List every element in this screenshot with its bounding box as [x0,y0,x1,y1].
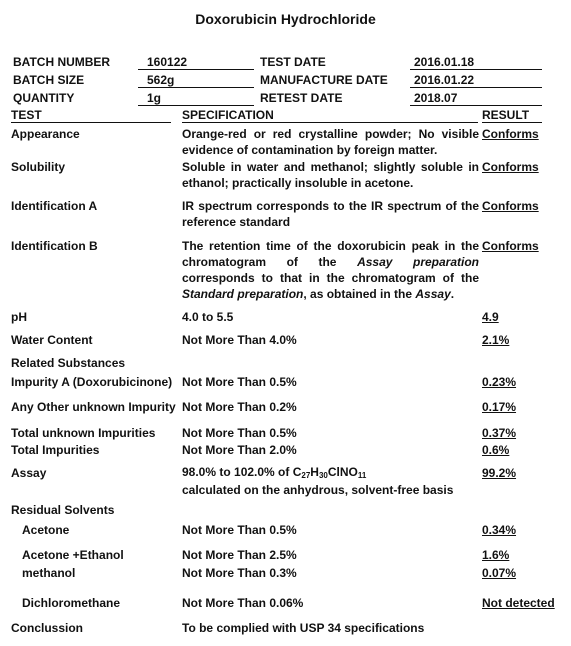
spec-acetone: Not More Than 0.5% [182,523,297,537]
result-solubility: Conforms [482,160,539,174]
spec-idb-text-3: corresponds to that in the chromatogram of the [182,271,479,285]
test-acetone: Acetone [22,523,70,537]
result-identification-b: Conforms [482,239,539,253]
result-total-impurities: 0.6% [482,443,510,457]
test-methanol: methanol [22,566,76,580]
spec-idb-standard-preparation: Standard preparation [182,287,304,301]
column-header-specification: SPECIFICATION [182,108,478,123]
result-acetone-ethanol: 1.6% [482,548,510,562]
test-impurity-a: Impurity A (Doxorubicinone) [11,375,173,389]
spec-total-impurities: Not More Than 2.0% [182,443,297,457]
test-acetone-ethanol: Acetone +Ethanol [22,548,124,562]
result-dichloromethane: Not detected [482,596,555,610]
test-other-unknown-impurity: Any Other unknown Impurity [11,400,176,414]
formula-o-subscript: 11 [357,471,367,480]
spec-assay-basis: calculated on the anhydrous, solvent-free basis [182,483,454,497]
spec-idb-text-5: , as obtained in the [303,287,413,301]
result-other-unknown-impurity: 0.17% [482,400,517,414]
retest-date-underline [410,105,542,106]
spec-idb-assay-preparation: Assay preparation [357,255,479,269]
document-title: Doxorubicin Hydrochloride [195,11,376,27]
test-date-label: TEST DATE [260,55,326,69]
result-acetone: 0.34% [482,523,517,537]
test-assay: Assay [11,466,47,480]
test-identification-b: Identification B [11,239,98,253]
quantity-value: 1g [147,91,162,105]
batch-size-underline [138,87,254,88]
batch-size-label: BATCH SIZE [13,73,85,87]
test-water-content: Water Content [11,333,93,347]
spec-identification-a: IR spectrum corresponds to the IR spectrum of the reference standard [182,199,479,229]
spec-idb-assay: Assay [415,287,451,301]
spec-idb-text-1: The retention time of the doxorubicin peak in the chromatogram of the [182,239,479,269]
formula-c-subscript: 27 [301,471,311,480]
spec-assay-formula [182,465,366,481]
spec-solubility: Soluble in water and methanol; slightly soluble in ethanol; practically insoluble in acetone. [182,160,479,190]
spec-identification-b [182,238,479,302]
residual-solvents-heading: Residual Solvents [11,503,115,517]
formula-h-subscript: 30 [318,471,328,480]
test-ph: pH [11,310,27,324]
spec-idb-text-7: . [450,287,455,301]
spec-ph: 4.0 to 5.5 [182,310,234,324]
manufacture-date-underline [410,87,542,88]
test-solubility: Solubility [11,160,65,174]
batch-size-value: 562g [147,73,175,87]
spec-appearance: Orange-red or red crystalline powder; No visible evidence of contamination by foreign matter. [182,127,479,157]
test-identification-a: Identification A [11,199,98,213]
test-total-unknown-impurities: Total unknown Impurities [11,426,156,440]
spec-assay-prefix: 98.0% to 102.0% of C [182,465,302,479]
manufacture-date-label: MANUFACTURE DATE [260,73,388,87]
retest-date-label: RETEST DATE [260,91,343,105]
quantity-label: QUANTITY [13,91,75,105]
retest-date-value: 2018.07 [414,91,458,105]
test-conclusion: Conclussion [11,621,84,635]
result-water-content: 2.1% [482,333,510,347]
batch-number-underline [138,69,254,70]
manufacture-date-value: 2016.01.22 [414,73,475,87]
result-ph: 4.9 [482,310,499,324]
batch-number-label: BATCH NUMBER [13,55,111,69]
test-date-value: 2016.01.18 [414,55,475,69]
result-assay: 99.2% [482,466,517,480]
spec-total-unknown-impurities: Not More Than 0.5% [182,426,297,440]
formula-h: H [310,465,319,479]
test-total-impurities: Total Impurities [11,443,100,457]
test-appearance: Appearance [11,127,80,141]
column-header-result: RESULT [482,108,542,123]
related-substances-heading: Related Substances [11,356,126,370]
result-total-unknown-impurities: 0.37% [482,426,517,440]
quantity-underline [138,105,254,106]
result-appearance: Conforms [482,127,539,141]
test-dichloromethane: Dichloromethane [22,596,121,610]
spec-other-unknown-impurity: Not More Than 0.2% [182,400,297,414]
spec-water-content: Not More Than 4.0% [182,333,297,347]
result-impurity-a: 0.23% [482,375,517,389]
column-header-test: TEST [11,108,171,123]
result-methanol: 0.07% [482,566,517,580]
result-identification-a: Conforms [482,199,539,213]
batch-number-value: 160122 [147,55,188,69]
test-date-underline [410,69,542,70]
spec-methanol: Not More Than 0.3% [182,566,297,580]
spec-conclusion: To be complied with USP 34 specifications [182,621,425,635]
spec-dichloromethane: Not More Than 0.06% [182,596,304,610]
formula-clno: ClNO [327,465,358,479]
spec-impurity-a: Not More Than 0.5% [182,375,297,389]
spec-acetone-ethanol: Not More Than 2.5% [182,548,297,562]
